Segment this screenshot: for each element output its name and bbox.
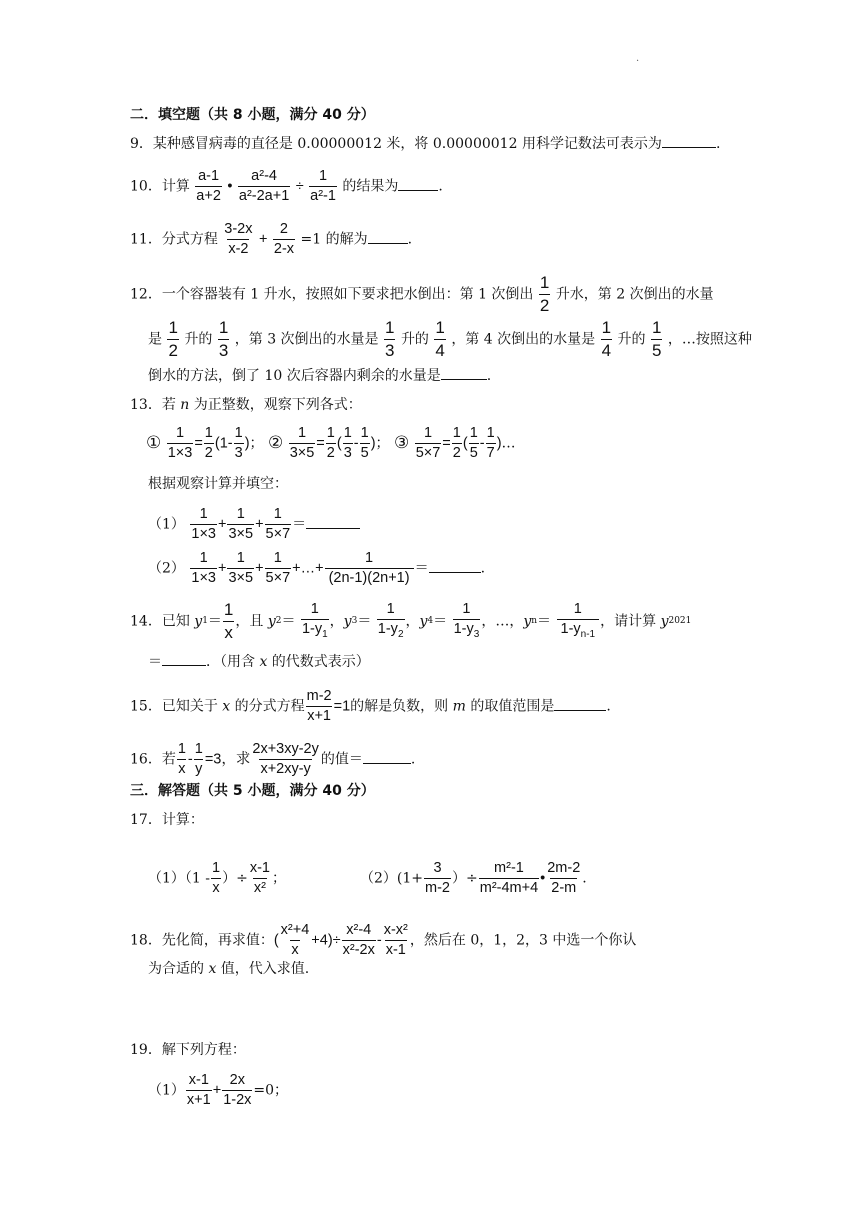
fraction: $\frac{1}{5\times 7}$ [265, 506, 291, 543]
fraction: $\frac{\text{m²-1}}{\text{m²-4m+4}}$ [479, 860, 539, 897]
q10-fraction-1: $\frac{a-1}{a+2}$ [196, 168, 221, 205]
question-19-title: 19．解下列方程： [130, 1042, 246, 1058]
fraction: $\frac{1}{1-y_1}$ [301, 601, 328, 641]
question-14-line-1: 14．已知 y1＝ $\frac{1}{x}$ ，且 y2＝ $\frac{1}{1-y_1}$ ，y3＝ $\frac{1}{1-y_2}$ ，y4＝ $\frac{1}{1-y_3}$ ，…，yn＝ $\frac{1}{1-y_{n-1}}$ ，请计算 y2021 [130, 600, 692, 642]
fraction: $\frac{1}{2}$ [204, 425, 213, 462]
fraction: $\frac{2m-2}{2-m}$ [547, 860, 581, 897]
fraction: $\frac{1}{5\times 7}$ [265, 550, 291, 587]
fraction: $\frac{1}{3\times 5}$ [228, 550, 254, 587]
fraction: $\frac{1}{3}$ [385, 318, 395, 360]
q11-suffix: =1 的解为 [300, 231, 368, 248]
fraction: $\frac{1}{3}$ [234, 425, 243, 462]
fraction: $\frac{1}{1-y_2}$ [377, 601, 404, 641]
q11-blank[interactable] [368, 242, 408, 244]
fraction: $\frac{1}{5\times 7}$ [415, 425, 441, 462]
fraction: $\frac{1}{4}$ [435, 318, 445, 360]
question-13-part-2: （2） $\frac{1}{1\times 3}$ + $\frac{1}{3\times 5}$ + $\frac{1}{5\times 7}$ +…+ $\frac{1}{(2n-1)(2n+1)}$ ＝ . [148, 550, 486, 587]
q11-prefix: 11．分式方程 [130, 231, 218, 248]
q11-fraction-1: $\frac{3-2x}{x-2}$ [224, 221, 253, 258]
page-mark: · [636, 56, 640, 67]
fraction: $\frac{1}{4}$ [601, 318, 612, 360]
question-17-part-2: （2）(1+ $\frac{3}{m-2}$ ）÷ $\frac{\text{m²-1}}{\text{m²-4m+4}}$ • $\frac{2m-2}{2-m}$ . [360, 860, 587, 897]
fraction: $\frac{1}{3\times 5}$ [228, 506, 254, 543]
question-12-line-3: 倒水的方法，倒了 10 次后容器内剩余的水量是 . [148, 368, 492, 384]
fraction: $\frac{2x+3xy-2y}{x+2xy-y}$ [252, 741, 319, 778]
section-3-title: 三．解答题（共 5 小题，满分 40 分） [130, 783, 375, 799]
fraction: $\frac{1}{x}$ [223, 600, 234, 642]
fraction: $\frac{1}{(2n-1)(2n+1)}$ [325, 551, 414, 586]
question-11: 11．分式方程 $\frac{3-2x}{x-2}$ + $\frac{2}{2-x}$ =1 的解为 . [130, 221, 413, 258]
question-13-part-1: （1） $\frac{1}{1\times 3}$ + $\frac{1}{3\times 5}$ + $\frac{1}{5\times 7}$ ＝ [148, 507, 360, 542]
question-16: 16．若 $\frac{1}{x}$ - $\frac{1}{y}$ =3，求 $\frac{2x+3xy-2y}{x+2xy-y}$ 的值＝ . [130, 741, 416, 778]
section-2-title: 二．填空题（共 8 小题，满分 40 分） [130, 107, 375, 123]
fraction: $\frac{x-1}{\text{x²}}$ [249, 860, 270, 897]
q10-fraction-2: $\frac{\text{a²-4}}{\text{a²-2a+1}}$ [238, 168, 290, 205]
q13-blank-2[interactable] [429, 571, 481, 573]
fraction: $\frac{1}{2}$ [452, 425, 461, 462]
q15-blank[interactable] [554, 709, 606, 711]
fraction: $\frac{1}{3}$ [218, 318, 229, 360]
question-19-part-1: （1） $\frac{x-1}{x+1}$ + $\frac{2x}{1-2x}$ =0； [148, 1072, 289, 1109]
q9-blank[interactable] [662, 146, 716, 148]
question-9: 9．某种感冒病毒的直径是 0.00000012 米，将 0.00000012 用科学记数法可表示为 . [130, 136, 721, 152]
fraction: $\frac{1}{7}$ [486, 425, 495, 462]
fraction: $\frac{\text{x²+4}}{x}$ [280, 922, 310, 959]
fraction: $\frac{1}{5}$ [651, 318, 662, 360]
question-17-part-1: （1）（1 - $\frac{1}{x}$ ）÷ $\frac{x-1}{\text{x²}}$ ； [148, 860, 286, 897]
fraction: $\frac{1}{1-y_{n-1}}$ [557, 602, 600, 641]
q11-fraction-2: $\frac{2}{2-x}$ [273, 221, 295, 258]
q10-blank[interactable] [398, 189, 438, 191]
fraction: $\frac{1}{x}$ [212, 860, 221, 897]
q14-blank[interactable] [162, 664, 206, 666]
q10-prefix: 10．计算 [130, 178, 190, 195]
fraction: $\frac{1}{1\times 3}$ [191, 550, 216, 587]
q10-fraction-3: $\frac{1}{\text{a²-1}}$ [310, 168, 336, 205]
q12-blank[interactable] [441, 378, 487, 380]
q13-blank-1[interactable] [306, 527, 360, 529]
fraction: $\frac{1}{3\times 5}$ [289, 425, 315, 462]
fraction: $\frac{1}{3}$ [343, 425, 352, 462]
question-12-line-2: 是 $\frac{1}{2}$ 升的 $\frac{1}{3}$ ，第 3 次倒出的水量是 $\frac{1}{3}$ 升的 $\frac{1}{4}$ ，第 4 次倒出的水量是 $\frac{1}{4}$ 升的 $\frac{1}{5}$ ，…按照这种 [148, 318, 752, 360]
question-13-examples: ① $\frac{1}{1\times 3}$ = $\frac{1}{2}$ (1- $\frac{1}{3}$ )； ② $\frac{1}{3\times 5}$ = $\frac{1}{2}$ ( $\frac{1}{3}$ - $\frac{1}{5}$ )； ③ $\frac{1}{5\times 7}$ = $\frac{1}{2}$ ( $\frac{1}{5}$ - $\frac{1}{7}$ )… [146, 425, 516, 462]
q16-blank[interactable] [363, 762, 411, 764]
question-17-title: 17．计算： [130, 812, 204, 828]
q10-suffix: 的结果为 [342, 178, 399, 195]
fraction: $\frac{1}{1\times 3}$ [167, 425, 193, 462]
fraction: $\frac{3}{m-2}$ [425, 860, 450, 897]
q12-half: $\frac{1}{2}$ [539, 273, 550, 315]
question-14-line-2: ＝ ．（用含 x 的代数式表示） [148, 654, 370, 670]
q10-dot: • [227, 178, 233, 195]
fraction: $\frac{1}{5}$ [360, 425, 369, 462]
fraction: $\frac{1}{5}$ [469, 425, 478, 462]
question-18-line-1: 18．先化简，再求值：( $\frac{\text{x²+4}}{x}$ +4)÷ $\frac{\text{x²-4}}{\text{x²-2x}}$ - $\frac{\text{x-x²}}{x-1}$ ，然后在 0，1，2，3 中选一个你认 [130, 922, 637, 959]
q9-text: 9．某种感冒病毒的直径是 0.00000012 米，将 0.00000012 用科学记数法可表示为 [130, 136, 662, 152]
fraction: $\frac{1}{x}$ [177, 741, 186, 778]
question-15: 15．已知关于 x 的分式方程 $\frac{m-2}{x+1}$ =1的解是负数，则 m 的取值范围是 . [130, 688, 611, 725]
q10-divide: ÷ [295, 178, 304, 195]
question-13-guide: 根据观察计算并填空： [148, 476, 288, 492]
fraction: $\frac{\text{x-x²}}{x-1}$ [383, 922, 408, 959]
fraction: $\frac{m-2}{x+1}$ [306, 688, 332, 725]
fraction: $\frac{1}{2}$ [168, 318, 178, 360]
fraction: $\frac{1}{2}$ [326, 425, 335, 462]
fraction: $\frac{\text{x²-4}}{\text{x²-2x}}$ [342, 922, 375, 959]
question-12-line-1: 12．一个容器装有 1 升水，按照如下要求把水倒出：第 1 次倒出 $\frac{1}{2}$ 升水，第 2 次倒出的水量 [130, 273, 714, 315]
fraction: $\frac{2x}{1-2x}$ [223, 1072, 252, 1109]
question-13-intro: 13．若 n 为正整数，观察下列各式： [130, 397, 362, 413]
question-18-line-2: 为合适的 x 值，代入求值. [148, 961, 310, 977]
fraction: $\frac{1}{1\times 3}$ [191, 506, 216, 543]
fraction: $\frac{1}{y}$ [194, 741, 203, 778]
fraction: $\frac{1}{1-y_3}$ [453, 601, 480, 641]
question-10: 10．计算 $\frac{a-1}{a+2}$ • $\frac{\text{a²-4}}{\text{a²-2a+1}}$ ÷ $\frac{1}{\text{a²-1}}$ 的结果为 . [130, 168, 443, 205]
fraction: $\frac{x-1}{x+1}$ [186, 1072, 211, 1109]
